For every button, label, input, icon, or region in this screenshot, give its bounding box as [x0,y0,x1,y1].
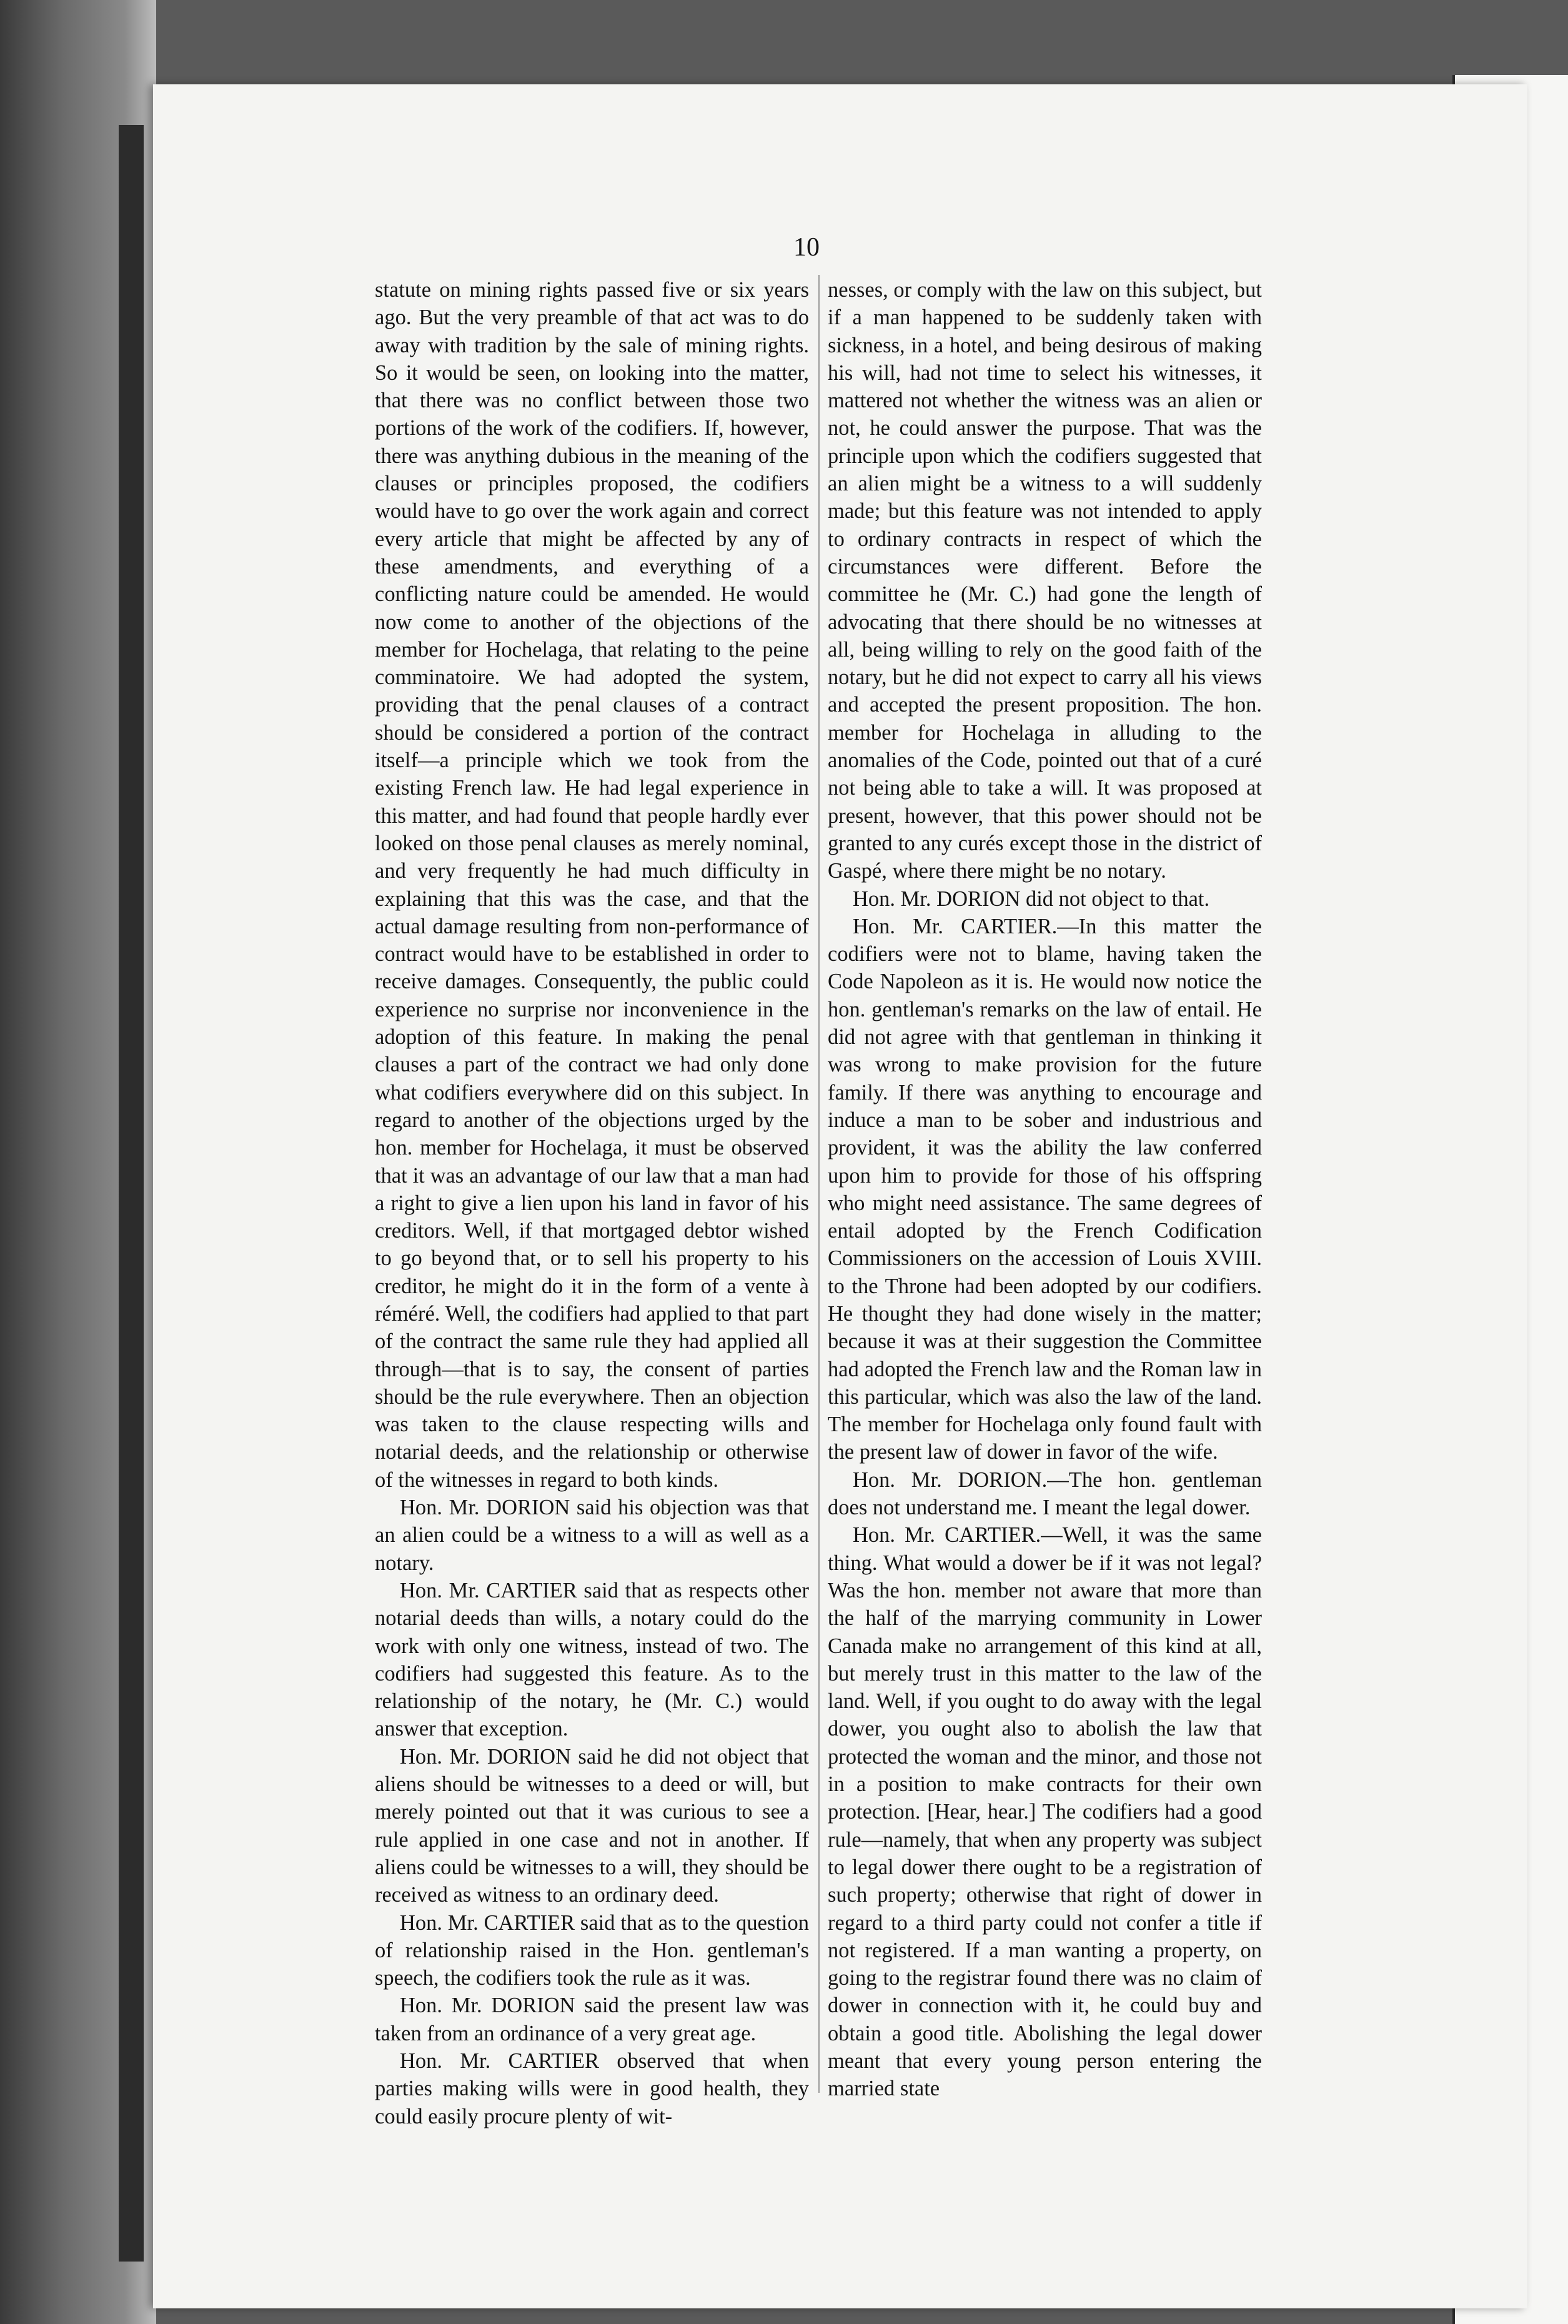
paragraph: Hon. Mr. DORION said his objection was that an alien could be a witness to a will as well as a notary. [375,1496,809,1575]
paragraph: Hon. Mr. DORION.—The hon. gentleman does not understand me. I meant the legal dower. [828,1467,1262,1520]
paragraph: Hon. Mr. DORION did not object to that. [853,886,1210,911]
paragraph: nesses, or comply with the law on this subject, but if a man happened to be suddenly taken with sickness, in a hotel, and being desirous of making his will, had not time to select his witnesses, it mattered not whether the witness was an alien or not, he could answer the purpose. That was the principle upon which the codifiers suggested that an alien might be a witness to a will suddenly made; but this feature was not intended to apply to ordinary contracts in respect of which the circumstances were different. Before the committee he (Mr. C.) had gone the length of advocating that there should be no witnesses at all, being willing to rely on the good faith of the notary, but he did not expect to carry all his views and accepted the present proposition. The hon. member for Hochelaga in alluding to the anomalies of the Code, pointed out that of a curé not being able to take a will. It was proposed at present, however, that this power should not be granted to any curés except those in the district of Gaspé, where there might be no notary. [828,278,1262,883]
paragraph: Hon. Mr. CARTIER said that as respects other notarial deeds than wills, a notary could do the work with only one witness, instead of two. The codifiers had suggested this feature. As to the relationship of the notary, he (Mr. C.) would answer that exception. [375,1578,809,1741]
paragraph: Hon. Mr. CARTIER observed that when parties making wills were in good health, they could easily procure plenty of wit- [375,2049,809,2128]
scan-binding-shadow [119,125,144,2262]
paragraph: Hon. Mr. CARTIER said that as to the question of relationship raised in the Hon. gentleman's speech, the codifiers took the rule as it was. [375,1910,809,1990]
paragraph: Hon. Mr. DORION said the present law was taken from an ordinance of a very great age. [375,1994,809,2045]
page-number: 10 [793,233,820,262]
paragraph: Hon. Mr. CARTIER.—Well, it was the same thing. What would a dower be if it was not legal? Was the hon. member not aware that more than the half of the marrying community in Lower Canada make no arrangement of this kind at all, but merely trust in this matter to the law of the land. Well, if you ought to do away with the legal dower, you ought also to abolish the law that protected the woman and the minor, and those not in a position to make contracts for their own protection. [Hear, hear.] The codifiers had a good rule—namely, that when any property was subject to legal dower there ought to be a registration of such property; otherwise that right of dower in regard to a third party could not confer a title if not registered. If a man wanting a property, on going to the registrar found there was no claim of dower in connection with it, he could buy and obtain a good title. Abolishing the legal dower meant that every young person entering the married state [828,1523,1262,2101]
right-column [828,276,1262,2103]
paragraph: statute on mining rights passed five or six years ago. But the very preamble of that act was to do away with tradition by the sale of mining rights. So it would be seen, on looking into the matter, that there was no conflict between those two portions of the work of the codifiers. If, however, there was anything dubious in the meaning of the clauses or principles proposed, the codifiers would have to go over the work again and correct every article that might be affected by any of these amendments, and everything of a conflicting nature could be amended. He would now come to another of the objections of the member for Hochelaga, that relating to the peine comminatoire. We had adopted the system, providing that the penal clauses of a contract should be considered a portion of the contract itself—a principle which we took from the existing French law. He had legal experience in this matter, and had found that people hardly ever looked on those penal clauses as merely nominal, and very frequently he had much difficulty in explaining that this was the case, and that the actual damage resulting from non-performance of contract would have to be established in order to receive damages. Consequently, the public could experience no surprise nor inconvenience in the adoption of this feature. In making the penal clauses a part of the contract we had only done what codifiers everywhere did on this subject. In regard to another of the objections urged by the hon. member for Hochelaga, it must be observed that it was an advantage of our law that a man had a right to give a lien upon his land in favor of his creditors. Well, if that mortgaged debtor wished to go beyond that, or to sell his property to his creditor, he might do it in the form of a vente à réméré. Well, the codifiers had applied to that part of the contract the same rule they had applied all through—that is to say, the consent of parties should be the rule everywhere. Then an objection was taken to the clause respecting wills and notarial deeds, and the relationship or otherwise of the witnesses in regard to both kinds. [375,278,809,1492]
paragraph: Hon. Mr. CARTIER.—In this matter the codifiers were not to blame, having taken the Code Napoleon as it is. He would now notice the hon. gentleman's remarks on the law of entail. He did not agree with that gentleman in thinking it was wrong to make provision for the future family. If there was anything to encourage and induce a man to be sober and industrious and provident, it was the ability the law conferred upon him to provide for those of his offspring who might need assistance. The same degrees of entail adopted by the French Codification Commissioners on the accession of Louis XVIII. to the Throne had been adopted by our codifiers. He thought they had done wisely in the matter; because it was at their suggestion the Committee had adopted the French law and the Roman law in this particular, which was also the law of the land. The member for Hochelaga only found fault with the present law of dower in favor of the wife. [828,914,1262,1464]
column-divider [818,275,820,2093]
left-column [375,276,809,2130]
paragraph: Hon. Mr. DORION said he did not object that aliens should be witnesses to a deed or will, but merely pointed out that it was curious to see a rule applied in one case and not in another. If aliens could be witnesses to a will, they should be received as witness to an ordinary deed. [375,1744,809,1907]
